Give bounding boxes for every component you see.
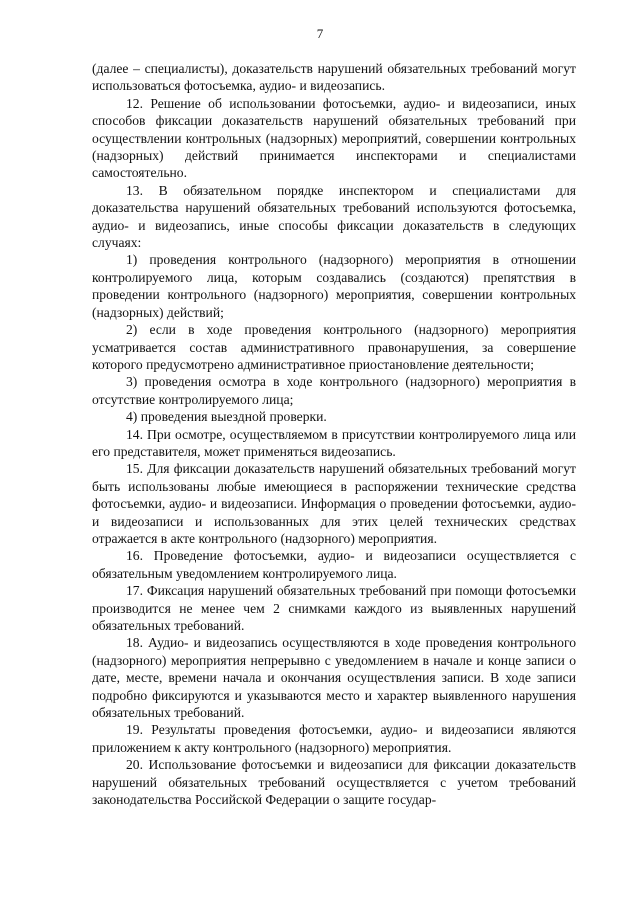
list-item-1: 1) проведения контрольного (надзорного) мероприятия в отношении контролируемого лица, которым создавались (создаются) препятствия в проведении контрольного (надзорного) мероприятия, совершении контрольных (надзорных) действий; xyxy=(92,252,576,320)
paragraph-12: 12. Решение об использовании фотосъемки, аудио- и видеозаписи, иных способов фиксации доказательств нарушений обязательных требований при осуществлении контрольных (надзорных) мероприятий, совершении контрольных (надзорных) действий принимается инспекторами и специалистами самостоятельно. xyxy=(92,95,576,181)
paragraph-17: 17. Фиксация нарушений обязательных требований при помощи фотосъемки производится не менее чем 2 снимками каждого из выявленных нарушений обязательных требований. xyxy=(92,583,576,633)
list-item-2: 2) если в ходе проведения контрольного (надзорного) мероприятия усматривается состав административного правонарушения, за совершение которого предусмотрено административное приостановление деятельности; xyxy=(92,322,576,372)
list-item-3: 3) проведения осмотра в ходе контрольного (надзорного) мероприятия в отсутствие контролируемого лица; xyxy=(92,374,576,407)
paragraph-19: 19. Результаты проведения фотосъемки, аудио- и видеозаписи являются приложением к акту контрольного (надзорного) мероприятия. xyxy=(92,722,576,755)
paragraph-20: 20. Использование фотосъемки и видеозаписи для фиксации доказательств нарушений обязательных требований осуществляется с учетом требований законодательства Российской Федерации о защите государ- xyxy=(92,757,576,808)
paragraph-continuation: (далее – специалисты), доказательств нарушений обязательных требований могут использоваться фотосъемка, аудио- и видеозапись. xyxy=(92,61,576,94)
paragraph-18: 18. Аудио- и видеозапись осуществляются в ходе проведения контрольного (надзорного) мероприятия непрерывно с уведомлением в начале и конце записи о дате, месте, времени начала и окончания осуществления записи. В ходе записи подробно фиксируются и указываются место и характер выявленного нарушения обязательных требований. xyxy=(92,635,576,721)
list-item-4: 4) проведения выездной проверки. xyxy=(126,409,327,425)
paragraph-15: 15. Для фиксации доказательств нарушений обязательных требований могут быть использованы любые имеющиеся в распоряжении технические средства фотосъемки, аудио- и видеозаписи. Информация о проведении фотосъемки, аудио- и видеозаписи и использованных для этих целей технических средствах отражается в акте контрольного (надзорного) мероприятия. xyxy=(92,461,576,546)
paragraph-14: 14. При осмотре, осуществляемом в присутствии контролируемого лица или его представителя, может применяться видеозапись. xyxy=(92,426,576,459)
page-number: 7 xyxy=(316,26,324,41)
paragraph-13: 13. В обязательном порядке инспектором и специалистами для доказательства нарушений обязательных требований используются фотосъемка, аудио- и видеозапись, иные способы фиксации доказательств в следующих случаях: xyxy=(92,182,576,251)
page-body xyxy=(92,60,576,808)
paragraph-16: 16. Проведение фотосъемки, аудио- и видеозаписи осуществляется с обязательным уведомлением контролируемого лица. xyxy=(92,548,576,581)
